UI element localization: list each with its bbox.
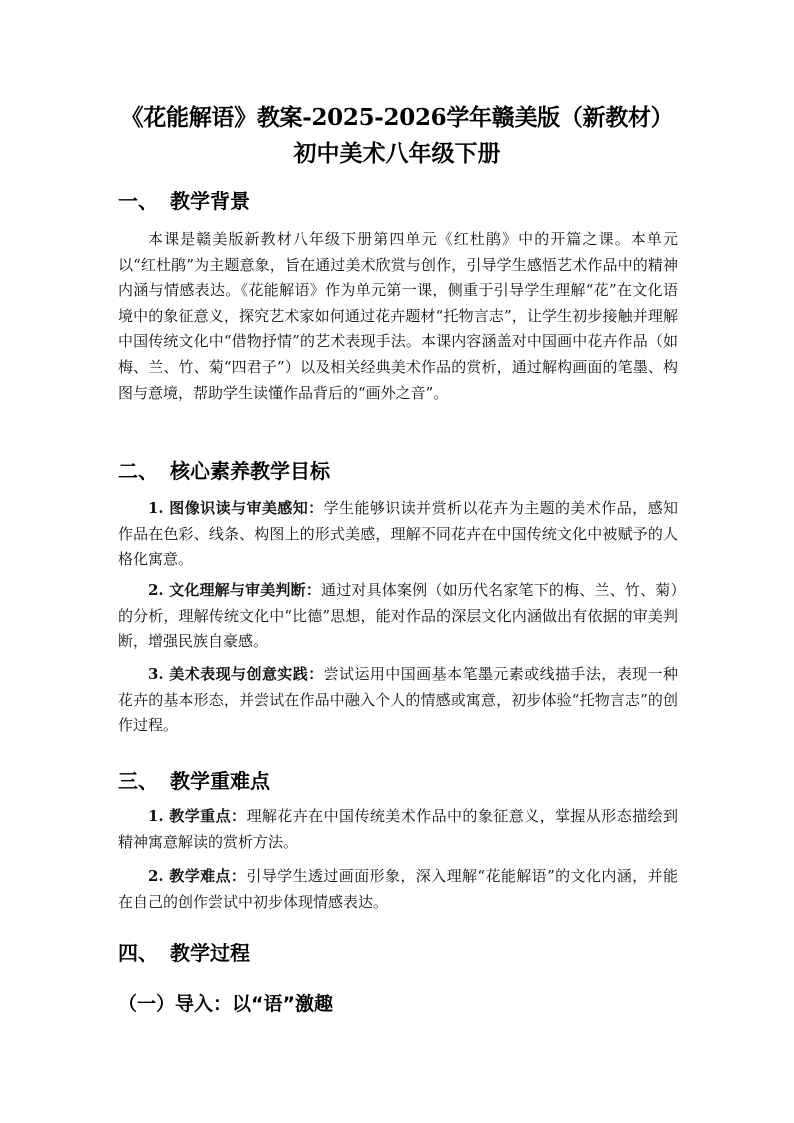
key-point-label: 1. 教学重点： xyxy=(148,807,247,825)
section-title: 教学背景 xyxy=(170,189,250,213)
section-heading-objectives xyxy=(118,457,330,485)
objective-item-2 xyxy=(118,578,678,655)
difficulty-label: 2. 教学难点： xyxy=(148,867,247,885)
objective-text: 尝试运用中国画基本笔墨元素或线描手法，表现一种花卉的基本形态，并尝试在作品中融入个人的情感或寓意，初步体验“托物言志”的创作过程。 xyxy=(118,665,678,735)
objective-item-1 xyxy=(118,496,678,573)
section-number: 二、 xyxy=(118,459,158,483)
objective-text: 学生能够识读并赏析以花卉为主题的美术作品，感知作品在色彩、线条、构图上的形式美感，理解不同花卉在中国传统文化中被赋予的人格化寓意。 xyxy=(118,499,678,569)
objective-item-3 xyxy=(118,662,678,739)
objective-text: 通过对具体案例（如历代名家笔下的梅、兰、竹、菊）的分析，理解传统文化中“比德”思想，能对作品的深层文化内涵做出有依据的审美判断，增强民族自豪感。 xyxy=(118,581,678,651)
subsection-heading-intro: （一）导入：以“语”激趣 xyxy=(118,993,333,1015)
section-heading-process xyxy=(118,939,250,967)
section-title: 核心素养教学目标 xyxy=(170,459,330,483)
section-heading-key-points xyxy=(118,767,270,795)
objective-label: 1. 图像识读与审美感知： xyxy=(148,499,324,517)
section-heading-background xyxy=(118,187,250,215)
document-title-line-2: 初中美术八年级下册 xyxy=(293,140,501,167)
objective-label: 3. 美术表现与创意实践： xyxy=(148,665,324,683)
key-point-text: 理解花卉在中国传统美术作品中的象征意义，掌握从形态描绘到精神寓意解读的赏析方法。 xyxy=(118,807,678,851)
section-title: 教学过程 xyxy=(170,941,250,965)
key-point-item xyxy=(118,804,678,855)
objective-label: 2. 文化理解与审美判断： xyxy=(148,581,322,599)
section-number: 一、 xyxy=(118,189,158,213)
difficulty-text: 引导学生透过画面形象，深入理解“花能解语”的文化内涵，并能在自己的创作尝试中初步体现情感表达。 xyxy=(118,867,678,911)
document-title-line-1: 《花能解语》教案-2025-2026学年赣美版（新教材） xyxy=(120,104,674,131)
difficulty-item xyxy=(118,864,678,915)
section-number: 三、 xyxy=(118,769,158,793)
section-number: 四、 xyxy=(118,941,158,965)
background-paragraph: 本课是赣美版新教材八年级下册第四单元《红杜鹃》中的开篇之课。本单元以“红杜鹃”为主题意象，旨在通过美术欣赏与创作，引导学生感悟艺术作品中的精神内涵与情感表达。《花能解语》作为单元第一课，侧重于引导学生理解“花”在文化语境中的象征意义，探究艺术家如何通过花卉题材“托物言志”，让学生初步接触并理解中国传统文化中“借物抒情”的艺术表现手法。本课内容涵盖对中国画中花卉作品（如梅、兰、竹、菊“四君子”）以及相关经典美术作品的赏析，通过解构画面的笔墨、构图与意境，帮助学生读懂作品背后的“画外之音”。 xyxy=(118,230,678,402)
section-title: 教学重难点 xyxy=(170,769,270,793)
